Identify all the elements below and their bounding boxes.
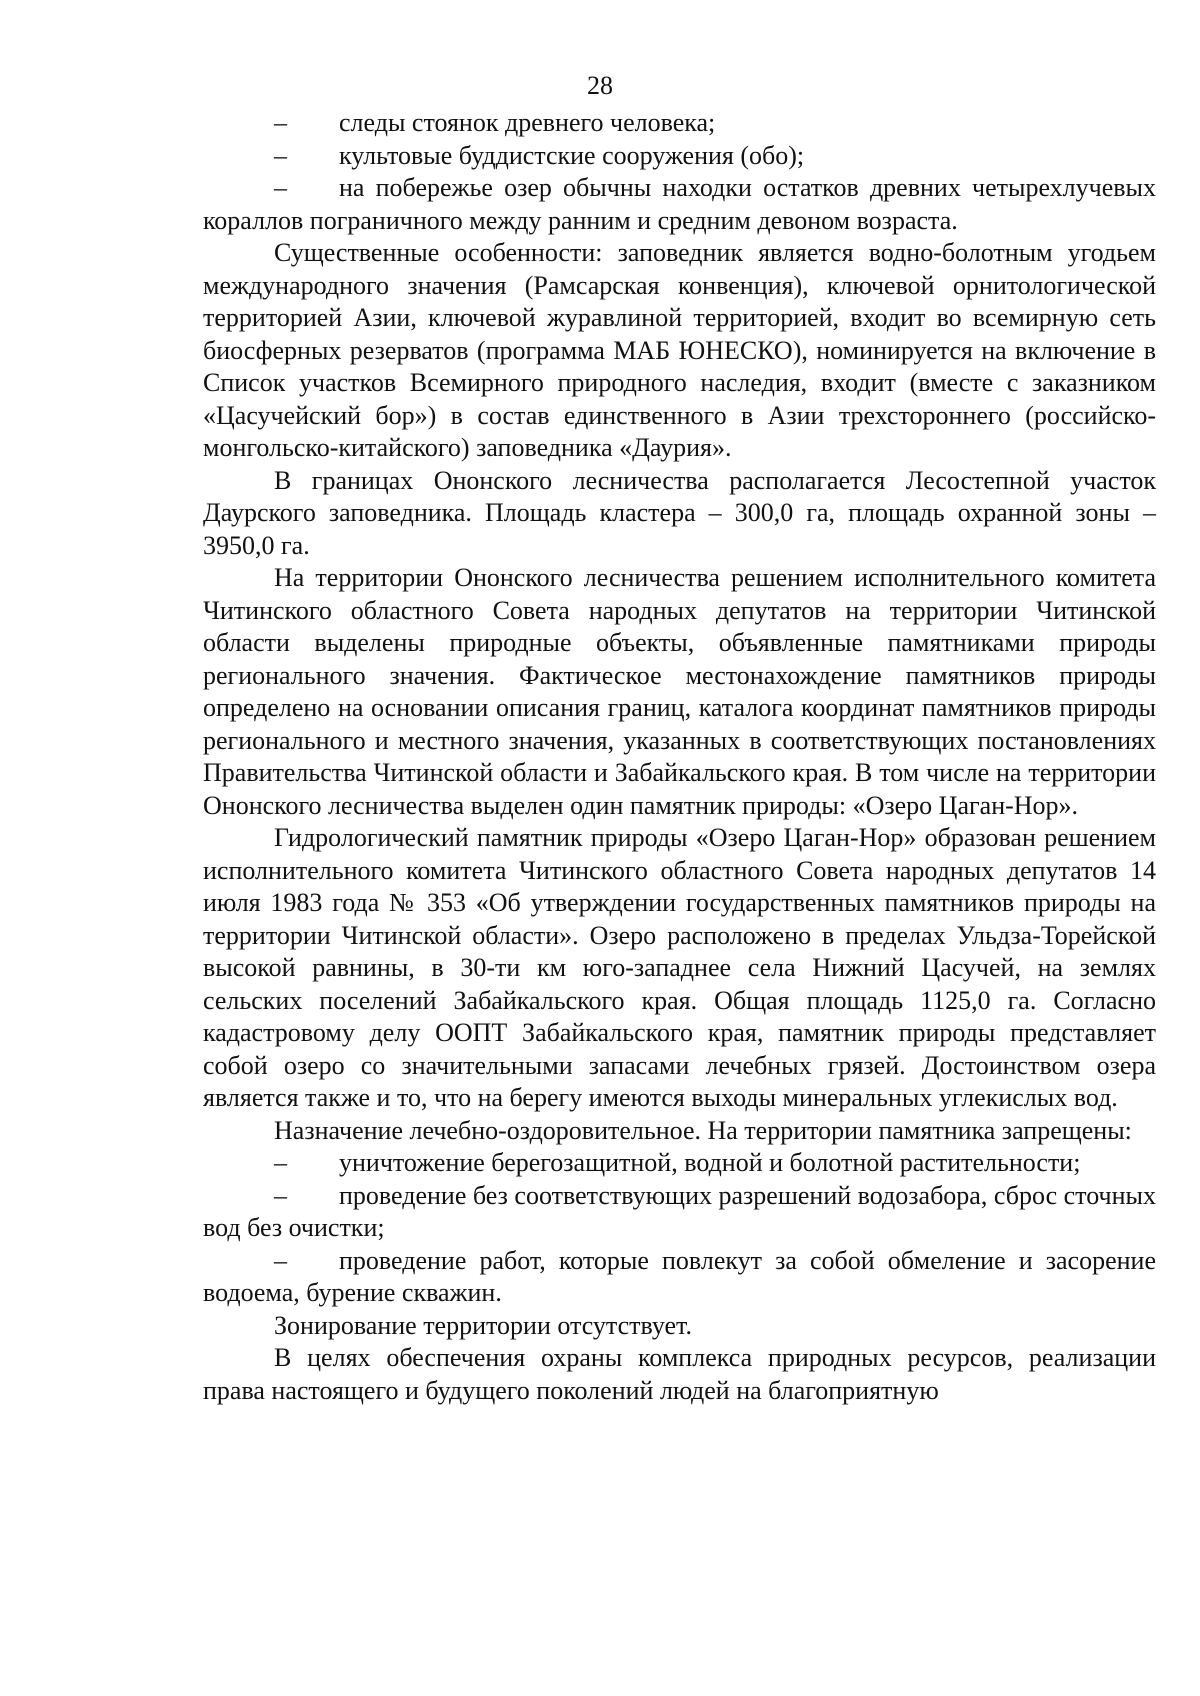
list-dash: – xyxy=(274,1245,287,1275)
list-item-text: уничтожение берегозащитной, водной и болотной растительности; xyxy=(339,1148,1081,1177)
list-dash: – xyxy=(274,1148,287,1177)
list-item-text: культовые буддистские сооружения (обо); xyxy=(339,140,805,170)
list-dash: – xyxy=(274,140,287,170)
paragraph: В границах Ононского лесничества располагается Лесостепной участок Даурского заповедника. Площадь кластера – 300,0 га, площадь охранной зоны – 3950,0 га. xyxy=(203,465,1156,560)
list-item xyxy=(203,1180,1156,1245)
page-number: 28 xyxy=(587,71,613,100)
paragraph: Существенные особенности: заповедник является водно-болотным угодьем международного значения (Рамсарская конвенция), ключевой орнитологической территорией Азии, ключевой журавлиной территорией, входит во всемирную сеть биосферных резерватов (программа МАБ ЮНЕСКО), номинируется на включение в Список участков Всемирного природного наследия, входит (вместе с заказником «Цасучейский бор») в состав единственного в Азии трехстороннего (российско-монгольско-китайского) заповедника «Даурия». xyxy=(203,238,1156,462)
list-dash: – xyxy=(274,1180,287,1210)
list-dash: – xyxy=(274,108,287,137)
paragraph: Назначение лечебно-оздоровительное. На территории памятника запрещены: xyxy=(274,1115,1132,1145)
paragraph: На территории Ононского лесничества решением исполнительного комитета Читинского областного Совета народных депутатов на территории Читинской области выделены природные объекты, объявленные памятниками природы регионального значения. Фактическое местонахождение памятников природы определено на основании описания границ, каталога координат памятников природы регионального и местного значения, указанных в соответствующих постановлениях Правительства Читинской области и Забайкальского края. В том числе на территории Ононского лесничества выделен один памятник природы: «Озеро Цаган-Нор». xyxy=(203,563,1156,820)
paragraph: Гидрологический памятник природы «Озеро Цаган-Нор» образован решением исполнительного комитета Читинского областного Совета народных депутатов 14 июля 1983 года № 353 «Об утверждении государственных памятников природы на территории Читинской области». Озеро расположено в пределах Ульдза-Торейской высокой равнины, в 30-ти км юго-западнее села Нижний Цасучей, на землях сельских поселений Забайкальского края. Общая площадь 1125,0 га. Согласно кадастровому делу ООПТ Забайкальского края, памятник природы представляет собой озеро со значительными запасами лечебных грязей. Достоинством озера является также и то, что на берегу имеются выходы минеральных углекислых вод. xyxy=(203,823,1156,1112)
list-item-text: проведение без соответствующих разрешений водозабора, сброс сточных вод без очистки; xyxy=(203,1180,1156,1242)
paragraph: Зонирование территории отсутствует. xyxy=(274,1310,692,1340)
list-item xyxy=(203,140,1156,173)
list-item xyxy=(203,172,1156,237)
list-item xyxy=(203,1147,1156,1180)
list-dash: – xyxy=(274,173,287,202)
paragraph: В целях обеспечения охраны комплекса природных ресурсов, реализации права настоящего и будущего поколений людей на благоприятную xyxy=(203,1343,1156,1405)
list-item-text: на побережье озер обычны находки остатков древних четырехлучевых кораллов пограничного между ранним и средним девоном возраста. xyxy=(203,173,1156,235)
document-body xyxy=(203,107,1156,1407)
list-item-text: проведение работ, которые повлекут за собой обмеление и засорение водоема, бурение скважин. xyxy=(203,1245,1156,1307)
list-item-text: следы стоянок древнего человека; xyxy=(339,108,716,137)
list-item xyxy=(203,107,1156,140)
list-item xyxy=(203,1245,1156,1310)
